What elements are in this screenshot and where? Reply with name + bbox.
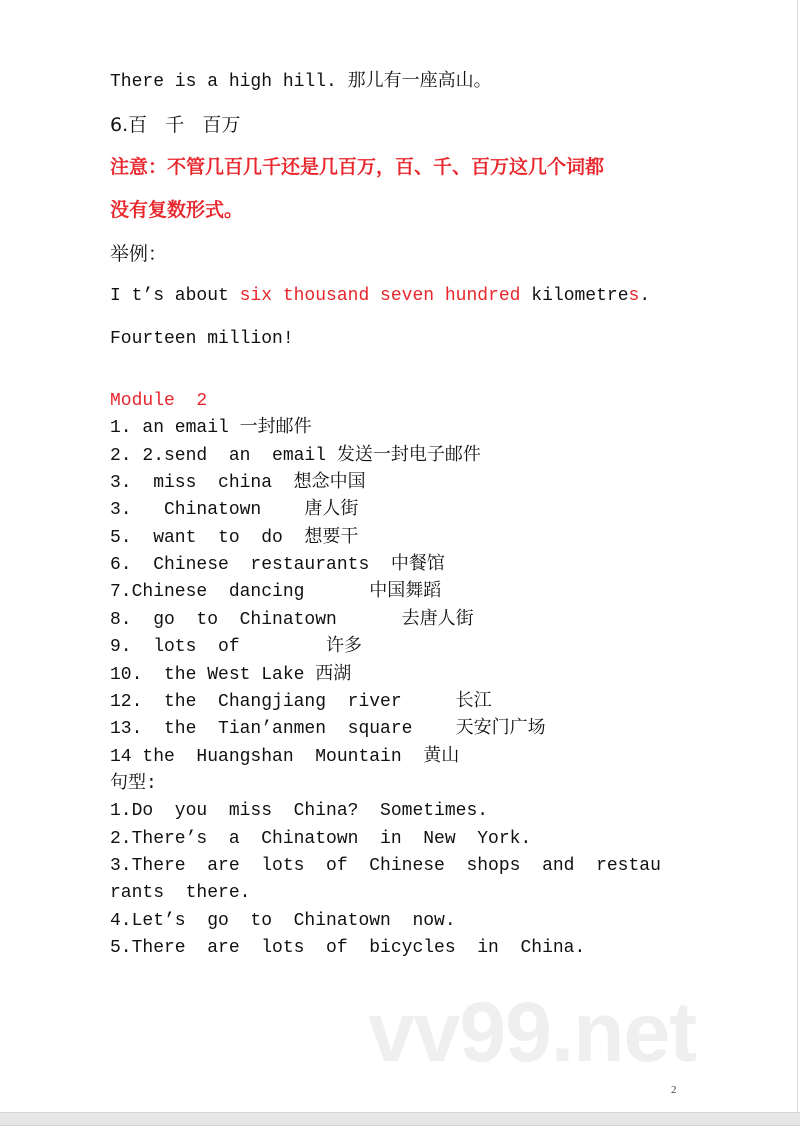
example-kilometres	[110, 285, 650, 307]
text: .	[639, 286, 651, 306]
example-label: 举例：	[110, 243, 168, 265]
vocab-item: 2. 2.send an email 发送一封电子邮件	[110, 446, 481, 466]
highlight-number: six thousand seven hundred	[239, 286, 521, 306]
text: I t’s about	[110, 286, 240, 306]
vocab-item: 6. Chinese restaurants 中餐馆	[110, 555, 445, 575]
sentence-pattern: 1.Do you miss China? Sometimes.	[110, 801, 489, 821]
patterns-heading: 句型:	[110, 774, 157, 794]
vocab-item: 10. the West Lake 西湖	[110, 665, 352, 685]
module-title: Module 2	[110, 391, 208, 411]
note-line-1: 注意：不管几百几千还是几百万，百、千、百万这几个词都	[110, 156, 605, 178]
watermark: vv99.net	[368, 985, 697, 1079]
sentence-pattern: 3.There are lots of Chinese shops and restau	[110, 856, 661, 876]
example-sentence: There is a high hill. 那儿有一座高山。	[110, 72, 492, 92]
sentence-pattern: 5.There are lots of bicycles in China.	[110, 938, 586, 958]
vocab-item: 9. lots of 许多	[110, 637, 363, 657]
vocab-item: 5. want to do 想要干	[110, 528, 359, 548]
sentence-pattern-cont: rants there.	[110, 883, 251, 903]
text: kilometre	[520, 286, 629, 306]
example-million: Fourteen million!	[110, 329, 294, 349]
vocab-item: 7.Chinese dancing 中国舞蹈	[110, 582, 442, 602]
highlight-plural: s	[628, 286, 640, 306]
vocab-item: 1. an email 一封邮件	[110, 418, 312, 438]
vocab-item: 3. Chinatown 唐人街	[110, 500, 359, 520]
numbers-heading: 6.百 千 百万	[110, 114, 241, 136]
note-line-2: 没有复数形式。	[110, 199, 244, 221]
page-edge	[797, 0, 798, 1112]
vocab-item: 12. the Changjiang river 长江	[110, 692, 492, 712]
vocab-item: 3. miss china 想念中国	[110, 473, 366, 493]
page-number: 2	[671, 1084, 677, 1096]
vocab-item: 14 the Huangshan Mountain 黄山	[110, 747, 460, 767]
sentence-pattern: 4.Let’s go to Chinatown now.	[110, 911, 456, 931]
page-separator	[0, 1112, 800, 1126]
sentence-pattern: 2.There’s a Chinatown in New York.	[110, 829, 532, 849]
vocab-item: 8. go to Chinatown 去唐人街	[110, 610, 474, 630]
vocab-item: 13. the Tian’anmen square 天安门广场	[110, 719, 546, 739]
